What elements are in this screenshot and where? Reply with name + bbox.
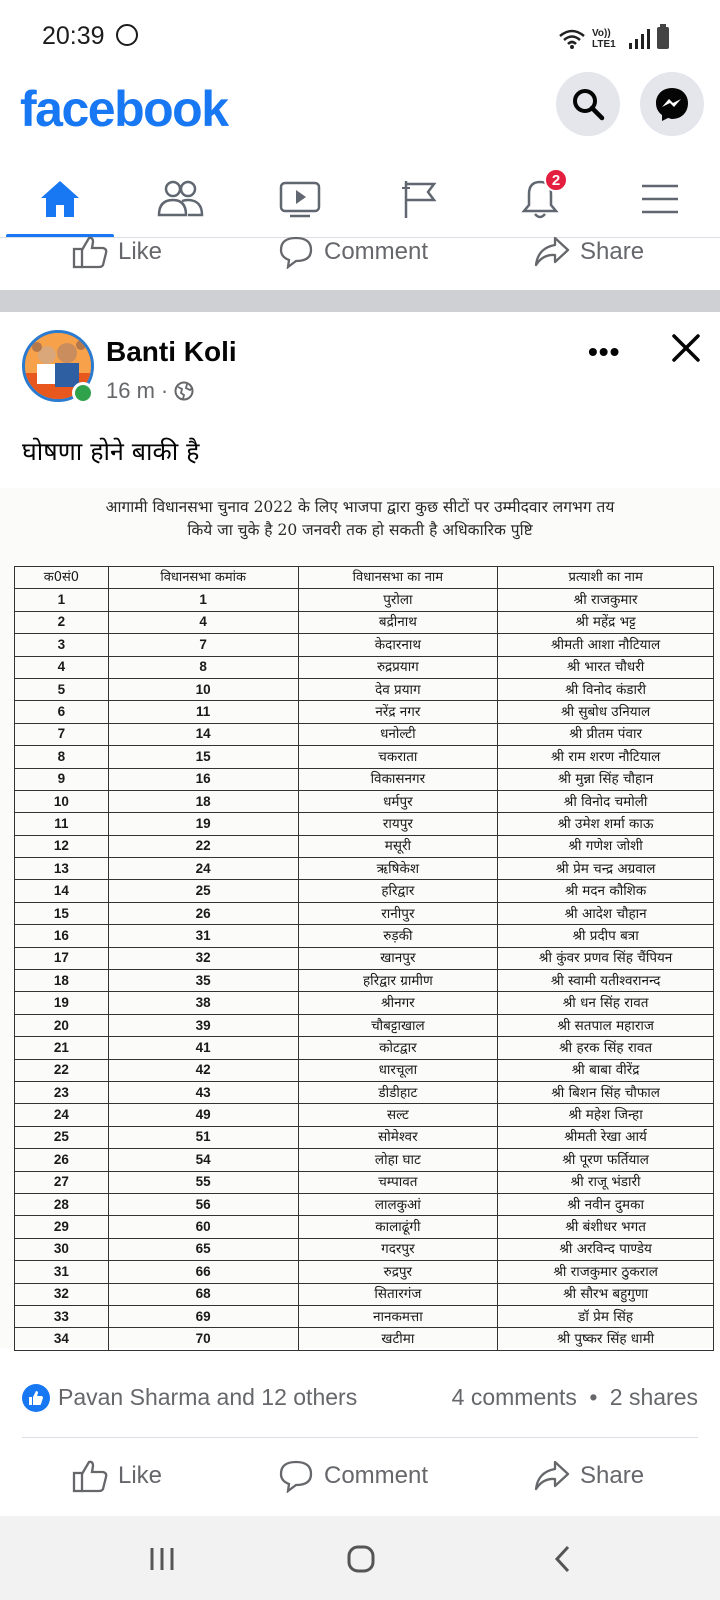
comment-count[interactable]: 4 comments	[451, 1384, 577, 1410]
app-header	[0, 72, 720, 152]
reactors-text[interactable]: Pavan Sharma and 12 others	[58, 1384, 358, 1410]
constituency-number-cell: 69	[108, 1305, 298, 1327]
signal-icon	[628, 28, 650, 50]
candidate-name-cell: श्री बिशन सिंह चौफाल	[498, 1081, 714, 1103]
candidate-name-cell: श्री स्वामी यतीश्वरानन्द	[498, 970, 714, 992]
post-image[interactable]	[0, 488, 720, 1348]
candidate-name-cell: श्री नवीन दुमका	[498, 1193, 714, 1215]
constituency-number-cell: 42	[108, 1059, 298, 1081]
candidate-name-cell: श्री पूरण फर्तियाल	[498, 1149, 714, 1171]
post-actions	[0, 1446, 720, 1506]
comment-icon	[278, 1459, 314, 1493]
candidate-name-cell: श्री भारत चौधरी	[498, 656, 714, 678]
table-row	[15, 790, 714, 812]
actions-divider	[22, 1437, 698, 1438]
constituency-number-cell: 8	[108, 656, 298, 678]
constituency-name-cell: सोमेश्वर	[298, 1126, 498, 1148]
serial-cell: 2	[15, 611, 109, 633]
like-button[interactable]	[72, 1446, 162, 1506]
menu-icon	[640, 182, 680, 216]
constituency-number-cell: 41	[108, 1037, 298, 1059]
table-row	[15, 1014, 714, 1036]
candidate-name-cell: श्री धन सिंह रावत	[498, 992, 714, 1014]
candidate-name-cell: श्री सुबोध उनियाल	[498, 701, 714, 723]
facebook-logo[interactable]: facebook	[20, 81, 228, 137]
serial-cell: 17	[15, 947, 109, 969]
table-row	[15, 656, 714, 678]
post-header	[0, 330, 720, 410]
online-indicator	[72, 382, 94, 404]
candidate-name-cell: श्री महेंद्र भट्ट	[498, 611, 714, 633]
like-label: Like	[118, 238, 163, 265]
reactions-summary[interactable]	[0, 1378, 720, 1418]
table-row	[15, 1104, 714, 1126]
constituency-number-cell: 56	[108, 1193, 298, 1215]
table-row	[15, 947, 714, 969]
count-separator: •	[589, 1384, 598, 1410]
watch-icon	[278, 179, 322, 219]
like-reaction-icon	[22, 1384, 50, 1412]
serial-cell: 5	[15, 678, 109, 700]
table-row	[15, 880, 714, 902]
constituency-number-cell: 54	[108, 1149, 298, 1171]
constituency-name-cell: सल्ट	[298, 1104, 498, 1126]
post-author[interactable]: Banti Koli	[106, 336, 237, 367]
serial-cell: 21	[15, 1037, 109, 1059]
serial-cell: 14	[15, 880, 109, 902]
like-button[interactable]	[72, 222, 162, 282]
column-header: प्रत्याशी का नाम	[498, 567, 714, 589]
share-button[interactable]	[534, 222, 644, 282]
candidate-name-cell: श्रीमती आशा नौटियाल	[498, 634, 714, 656]
candidate-name-cell: श्री राजकुमार	[498, 589, 714, 611]
comment-icon	[278, 235, 314, 269]
table-row	[15, 902, 714, 924]
constituency-name-cell: रुद्रप्रयाग	[298, 656, 498, 678]
table-row	[15, 589, 714, 611]
candidate-name-cell: श्री कुंवर प्रणव सिंह चैंपियन	[498, 947, 714, 969]
table-row	[15, 858, 714, 880]
share-icon	[534, 1459, 570, 1493]
serial-cell: 6	[15, 701, 109, 723]
candidate-name-cell: श्री बाबा वीरेंद्र	[498, 1059, 714, 1081]
candidate-name-cell: श्री प्रीतम पंवार	[498, 723, 714, 745]
serial-cell: 12	[15, 835, 109, 857]
candidate-table	[14, 566, 714, 1351]
constituency-number-cell: 35	[108, 970, 298, 992]
comment-label: Comment	[324, 238, 429, 265]
constituency-name-cell: धर्मपुर	[298, 790, 498, 812]
constituency-name-cell: केदारनाथ	[298, 634, 498, 656]
candidate-name-cell: श्री राम शरण नौटियाल	[498, 746, 714, 768]
prev-post-actions	[0, 222, 720, 282]
constituency-name-cell: रुड़की	[298, 925, 498, 947]
close-icon[interactable]	[668, 330, 704, 366]
share-button[interactable]	[534, 1446, 644, 1506]
notification-badge: 2	[544, 168, 568, 192]
search-button[interactable]	[556, 72, 620, 136]
serial-cell: 24	[15, 1104, 109, 1126]
constituency-number-cell: 14	[108, 723, 298, 745]
constituency-number-cell: 24	[108, 858, 298, 880]
heading-line-1: आगामी विधानसभा चुनाव 2022 के लिए भाजपा द्वारा कुछ सीटों पर उम्मीदवार लगभग तय	[105, 498, 615, 516]
serial-cell: 30	[15, 1238, 109, 1260]
post-meta	[106, 378, 194, 404]
constituency-name-cell: ऋषिकेश	[298, 858, 498, 880]
constituency-number-cell: 15	[108, 746, 298, 768]
constituency-name-cell: कोटद्वार	[298, 1037, 498, 1059]
comment-button[interactable]	[278, 1446, 428, 1506]
table-row	[15, 1059, 714, 1081]
constituency-name-cell: खटीमा	[298, 1328, 498, 1350]
comment-button[interactable]	[278, 222, 428, 282]
post-time[interactable]: 16 m	[106, 378, 155, 403]
constituency-name-cell: हरिद्वार	[298, 880, 498, 902]
serial-cell: 10	[15, 790, 109, 812]
constituency-name-cell: धनोल्टी	[298, 723, 498, 745]
constituency-number-cell: 1	[108, 589, 298, 611]
heading-line-2: किये जा चुके है 20 जनवरी तक हो सकती है अधिकारिक पुष्टि	[187, 521, 533, 539]
post-text: घोषणा होने बाकी है	[22, 437, 200, 466]
constituency-name-cell: कालाढूंगी	[298, 1216, 498, 1238]
constituency-name-cell: गदरपुर	[298, 1238, 498, 1260]
candidate-name-cell: श्री विनोद कंडारी	[498, 678, 714, 700]
home-circle-icon[interactable]	[346, 1544, 376, 1574]
constituency-name-cell: नानकमत्ता	[298, 1305, 498, 1327]
constituency-number-cell: 60	[108, 1216, 298, 1238]
constituency-name-cell: मसूरी	[298, 835, 498, 857]
table-row	[15, 970, 714, 992]
candidate-name-cell: श्री पुष्कर सिंह धामी	[498, 1328, 714, 1350]
document-heading	[20, 496, 700, 542]
candidate-name-cell: श्री राजकुमार ठुकराल	[498, 1261, 714, 1283]
share-count[interactable]: 2 shares	[609, 1384, 698, 1410]
messenger-icon	[654, 86, 690, 122]
column-header: विधानसभा कमांक	[108, 567, 298, 589]
table-body	[15, 589, 714, 1350]
home-icon	[39, 179, 81, 219]
table-row	[15, 746, 714, 768]
candidate-name-cell: श्री मुन्ना सिंह चौहान	[498, 768, 714, 790]
pages-icon	[400, 178, 440, 220]
table-row	[15, 813, 714, 835]
constituency-number-cell: 43	[108, 1081, 298, 1103]
constituency-name-cell: रुद्रपुर	[298, 1261, 498, 1283]
constituency-name-cell: देव प्रयाग	[298, 678, 498, 700]
table-row	[15, 634, 714, 656]
constituency-name-cell: विकासनगर	[298, 768, 498, 790]
serial-cell: 31	[15, 1261, 109, 1283]
whatsapp-icon	[116, 24, 138, 46]
table-row	[15, 1305, 714, 1327]
serial-cell: 18	[15, 970, 109, 992]
serial-cell: 26	[15, 1149, 109, 1171]
back-icon[interactable]	[552, 1544, 572, 1574]
serial-cell: 16	[15, 925, 109, 947]
serial-cell: 8	[15, 746, 109, 768]
like-icon	[72, 235, 108, 269]
table-row	[15, 1283, 714, 1305]
table-row	[15, 1126, 714, 1148]
serial-cell: 29	[15, 1216, 109, 1238]
table-row	[15, 768, 714, 790]
share-label: Share	[580, 238, 645, 265]
table-row	[15, 701, 714, 723]
constituency-name-cell: सितारगंज	[298, 1283, 498, 1305]
constituency-name-cell: हरिद्वार ग्रामीण	[298, 970, 498, 992]
serial-cell: 25	[15, 1126, 109, 1148]
candidate-name-cell: श्री मदन कौशिक	[498, 880, 714, 902]
candidate-name-cell: श्री सौरभ बहुगुणा	[498, 1283, 714, 1305]
table-row	[15, 723, 714, 745]
column-header: विधानसभा का नाम	[298, 567, 498, 589]
status-icons	[558, 22, 670, 50]
table-row	[15, 678, 714, 700]
serial-cell: 27	[15, 1171, 109, 1193]
constituency-number-cell: 26	[108, 902, 298, 924]
status-time: 20:39	[42, 22, 105, 50]
column-header: क0सं0	[15, 567, 109, 589]
serial-cell: 11	[15, 813, 109, 835]
table-row	[15, 992, 714, 1014]
candidate-name-cell: श्री अरविन्द पाण्डेय	[498, 1238, 714, 1260]
table-row	[15, 1037, 714, 1059]
constituency-name-cell: बद्रीनाथ	[298, 611, 498, 633]
constituency-number-cell: 16	[108, 768, 298, 790]
constituency-number-cell: 18	[108, 790, 298, 812]
table-header-row	[15, 567, 714, 589]
status-bar	[0, 0, 720, 72]
serial-cell: 28	[15, 1193, 109, 1215]
serial-cell: 7	[15, 723, 109, 745]
recents-icon[interactable]	[148, 1546, 176, 1572]
constituency-number-cell: 70	[108, 1328, 298, 1350]
constituency-name-cell: श्रीनगर	[298, 992, 498, 1014]
serial-cell: 9	[15, 768, 109, 790]
constituency-name-cell: नरेंद्र नगर	[298, 701, 498, 723]
candidate-name-cell: श्री महेश जिन्हा	[498, 1104, 714, 1126]
table-row	[15, 1193, 714, 1215]
table-row	[15, 1081, 714, 1103]
candidate-name-cell: श्री सतपाल महाराज	[498, 1014, 714, 1036]
constituency-name-cell: धारचूला	[298, 1059, 498, 1081]
constituency-name-cell: चम्पावत	[298, 1171, 498, 1193]
constituency-number-cell: 7	[108, 634, 298, 656]
more-options-icon[interactable]: •••	[588, 336, 621, 367]
share-icon	[534, 235, 570, 269]
friends-icon	[156, 179, 204, 219]
constituency-name-cell: लोहा घाट	[298, 1149, 498, 1171]
table-row	[15, 925, 714, 947]
constituency-number-cell: 11	[108, 701, 298, 723]
serial-cell: 3	[15, 634, 109, 656]
serial-cell: 20	[15, 1014, 109, 1036]
constituency-number-cell: 65	[108, 1238, 298, 1260]
table-row	[15, 1216, 714, 1238]
constituency-number-cell: 4	[108, 611, 298, 633]
candidate-name-cell: श्री राजू भंडारी	[498, 1171, 714, 1193]
like-label: Like	[118, 1462, 163, 1489]
constituency-number-cell: 49	[108, 1104, 298, 1126]
messenger-button[interactable]	[640, 72, 704, 136]
serial-cell: 15	[15, 902, 109, 924]
constituency-name-cell: खानपुर	[298, 947, 498, 969]
system-nav-bar	[0, 1516, 720, 1600]
candidate-name-cell: डॉ प्रेम सिंह	[498, 1305, 714, 1327]
candidate-name-cell: श्री हरक सिंह रावत	[498, 1037, 714, 1059]
candidate-name-cell: श्री बंशीधर भगत	[498, 1216, 714, 1238]
constituency-name-cell: चकराता	[298, 746, 498, 768]
table-row	[15, 1328, 714, 1350]
candidate-name-cell: श्रीमती रेखा आर्य	[498, 1126, 714, 1148]
constituency-number-cell: 19	[108, 813, 298, 835]
constituency-number-cell: 25	[108, 880, 298, 902]
constituency-name-cell: लालकुआं	[298, 1193, 498, 1215]
network-label: Vo)) LTE1	[592, 28, 616, 50]
serial-cell: 34	[15, 1328, 109, 1350]
table-row	[15, 1261, 714, 1283]
feed-separator	[0, 290, 720, 312]
constituency-number-cell: 32	[108, 947, 298, 969]
search-icon	[570, 86, 606, 122]
table-row	[15, 1238, 714, 1260]
serial-cell: 32	[15, 1283, 109, 1305]
serial-cell: 13	[15, 858, 109, 880]
serial-cell: 22	[15, 1059, 109, 1081]
like-icon	[72, 1459, 108, 1493]
candidate-name-cell: श्री प्रदीप बत्रा	[498, 925, 714, 947]
constituency-name-cell: रानीपुर	[298, 902, 498, 924]
table-row	[15, 835, 714, 857]
constituency-number-cell: 51	[108, 1126, 298, 1148]
candidate-name-cell: श्री प्रेम चन्द्र अग्रवाल	[498, 858, 714, 880]
table-row	[15, 1171, 714, 1193]
battery-icon	[656, 24, 670, 50]
candidate-name-cell: श्री आदेश चौहान	[498, 902, 714, 924]
constituency-number-cell: 55	[108, 1171, 298, 1193]
candidate-name-cell: श्री विनोद चमोली	[498, 790, 714, 812]
constituency-number-cell: 66	[108, 1261, 298, 1283]
serial-cell: 1	[15, 589, 109, 611]
constituency-number-cell: 22	[108, 835, 298, 857]
constituency-name-cell: पुरोला	[298, 589, 498, 611]
comment-label: Comment	[324, 1462, 429, 1489]
share-label: Share	[580, 1462, 645, 1489]
table-row	[15, 1149, 714, 1171]
constituency-name-cell: रायपुर	[298, 813, 498, 835]
engagement-counts[interactable]	[452, 1384, 698, 1411]
serial-cell: 23	[15, 1081, 109, 1103]
constituency-name-cell: चौबट्टाखाल	[298, 1014, 498, 1036]
constituency-number-cell: 39	[108, 1014, 298, 1036]
wifi-icon	[558, 28, 586, 50]
constituency-number-cell: 68	[108, 1283, 298, 1305]
candidate-name-cell: श्री उमेश शर्मा काऊ	[498, 813, 714, 835]
table-row	[15, 611, 714, 633]
constituency-number-cell: 10	[108, 678, 298, 700]
constituency-number-cell: 38	[108, 992, 298, 1014]
candidate-name-cell: श्री गणेश जोशी	[498, 835, 714, 857]
serial-cell: 33	[15, 1305, 109, 1327]
serial-cell: 4	[15, 656, 109, 678]
meta-separator: ·	[160, 378, 169, 403]
constituency-number-cell: 31	[108, 925, 298, 947]
serial-cell: 19	[15, 992, 109, 1014]
globe-icon	[174, 381, 194, 401]
constituency-name-cell: डीडीहाट	[298, 1081, 498, 1103]
